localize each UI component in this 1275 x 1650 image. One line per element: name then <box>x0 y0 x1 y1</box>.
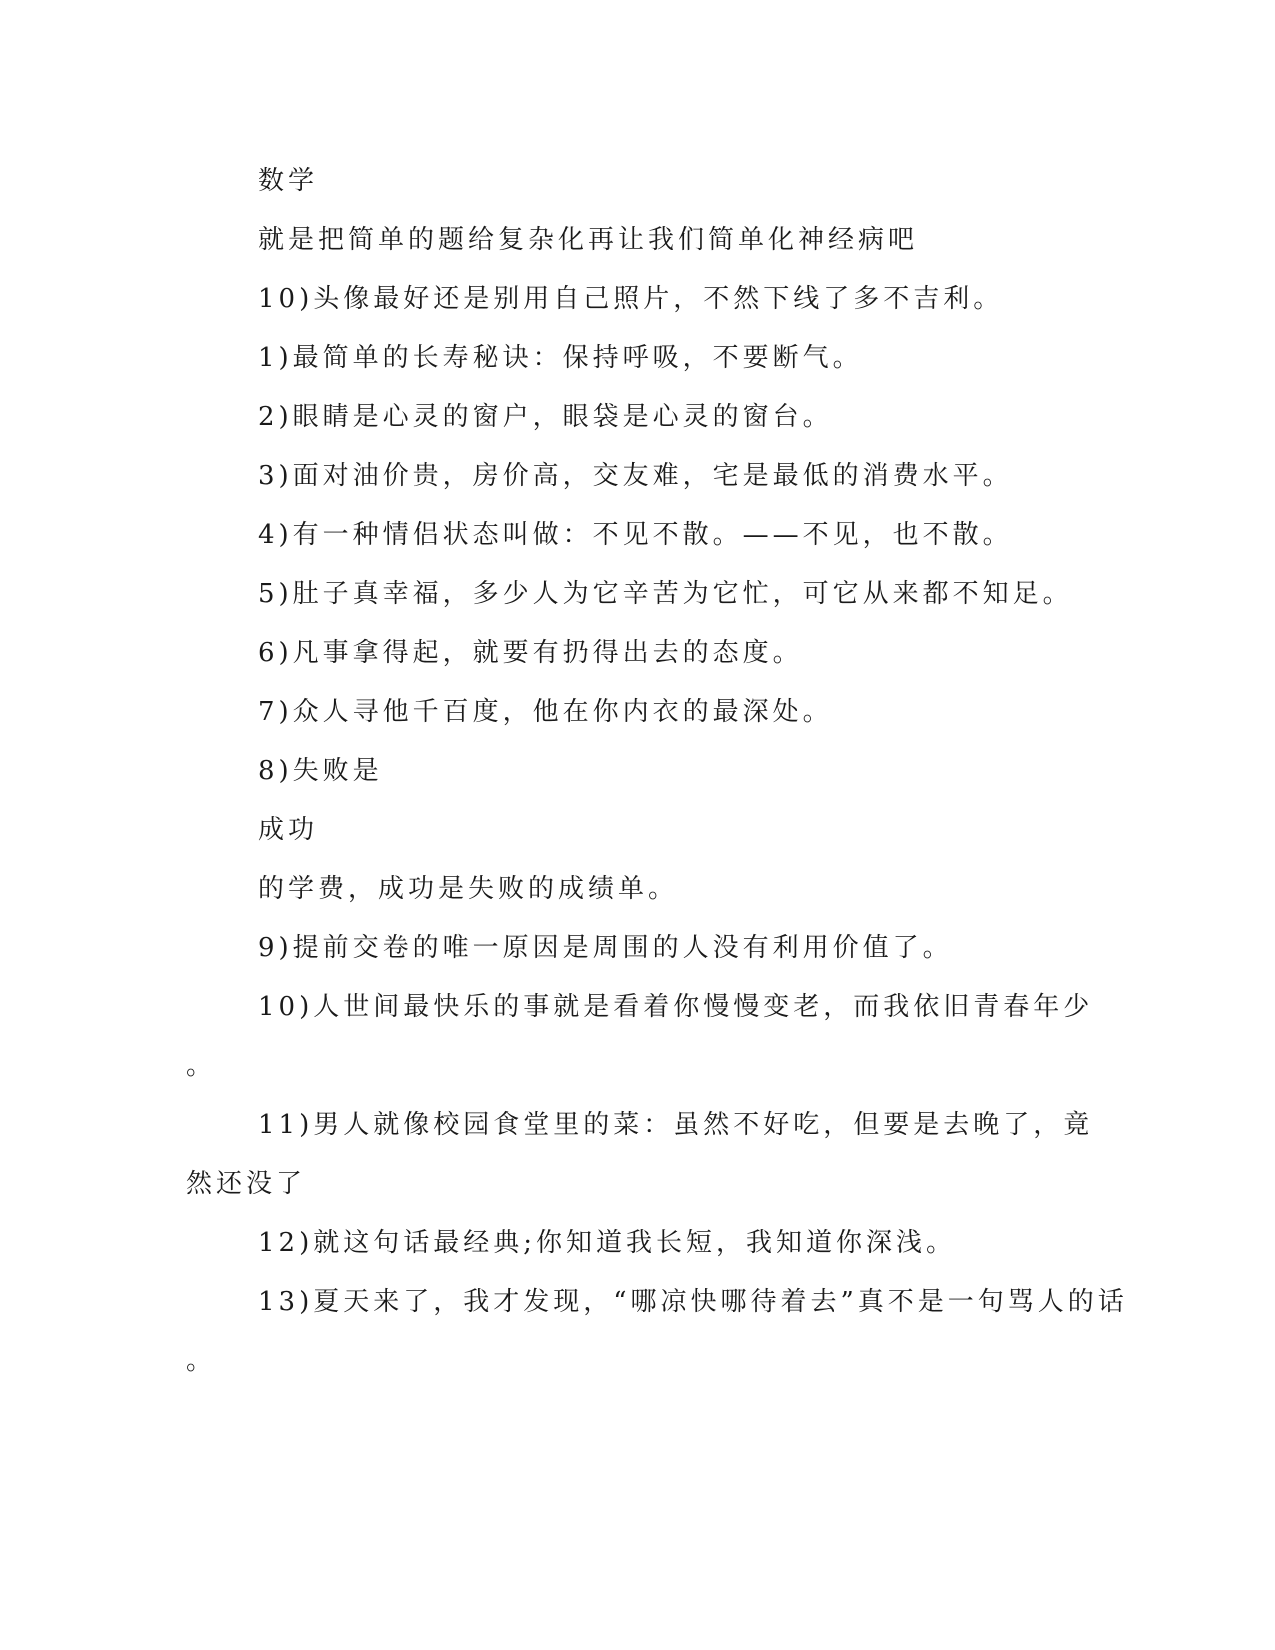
text-line: 12)就这句话最经典;你知道我长短，我知道你深浅。 <box>258 1228 956 1258</box>
text-line: 2)眼睛是心灵的窗户，眼袋是心灵的窗台。 <box>258 402 833 432</box>
text-line: 7)众人寻他千百度，他在你内衣的最深处。 <box>258 697 833 727</box>
text-line: 13)夏天来了，我才发现，“哪凉快哪待着去”真不是一句骂人的话 <box>258 1287 1128 1317</box>
text-line: 5)肚子真幸福，多少人为它辛苦为它忙，可它从来都不知足。 <box>258 579 1073 609</box>
text-line: 1)最简单的长寿秘诀：保持呼吸，不要断气。 <box>258 343 863 373</box>
text-line: 6)凡事拿得起，就要有扔得出去的态度。 <box>258 638 803 668</box>
text-line: 成功 <box>258 815 319 845</box>
text-line-continuation: 然还没了 <box>186 1169 307 1199</box>
text-line: 4)有一种情侣状态叫做：不见不散。——不见，也不散。 <box>258 520 1013 550</box>
text-line: 10)头像最好还是别用自己照片，不然下线了多不吉利。 <box>258 284 1004 314</box>
text-line: 的学费，成功是失败的成绩单。 <box>258 874 679 904</box>
text-line: 就是把简单的题给复杂化再让我们简单化神经病吧 <box>258 225 919 255</box>
text-line: 10)人世间最快乐的事就是看着你慢慢变老，而我依旧青春年少 <box>258 992 1094 1022</box>
text-line-continuation: 。 <box>186 1346 217 1376</box>
text-line: 11)男人就像校园食堂里的菜：虽然不好吃，但要是去晚了，竟 <box>258 1110 1094 1140</box>
text-line: 9)提前交卷的唯一原因是周围的人没有利用价值了。 <box>258 933 953 963</box>
text-line: 3)面对油价贵，房价高，交友难，宅是最低的消费水平。 <box>258 461 1013 491</box>
text-line-continuation: 。 <box>186 1051 217 1081</box>
section-heading: 数学 <box>258 166 319 196</box>
text-line: 8)失败是 <box>258 756 383 786</box>
